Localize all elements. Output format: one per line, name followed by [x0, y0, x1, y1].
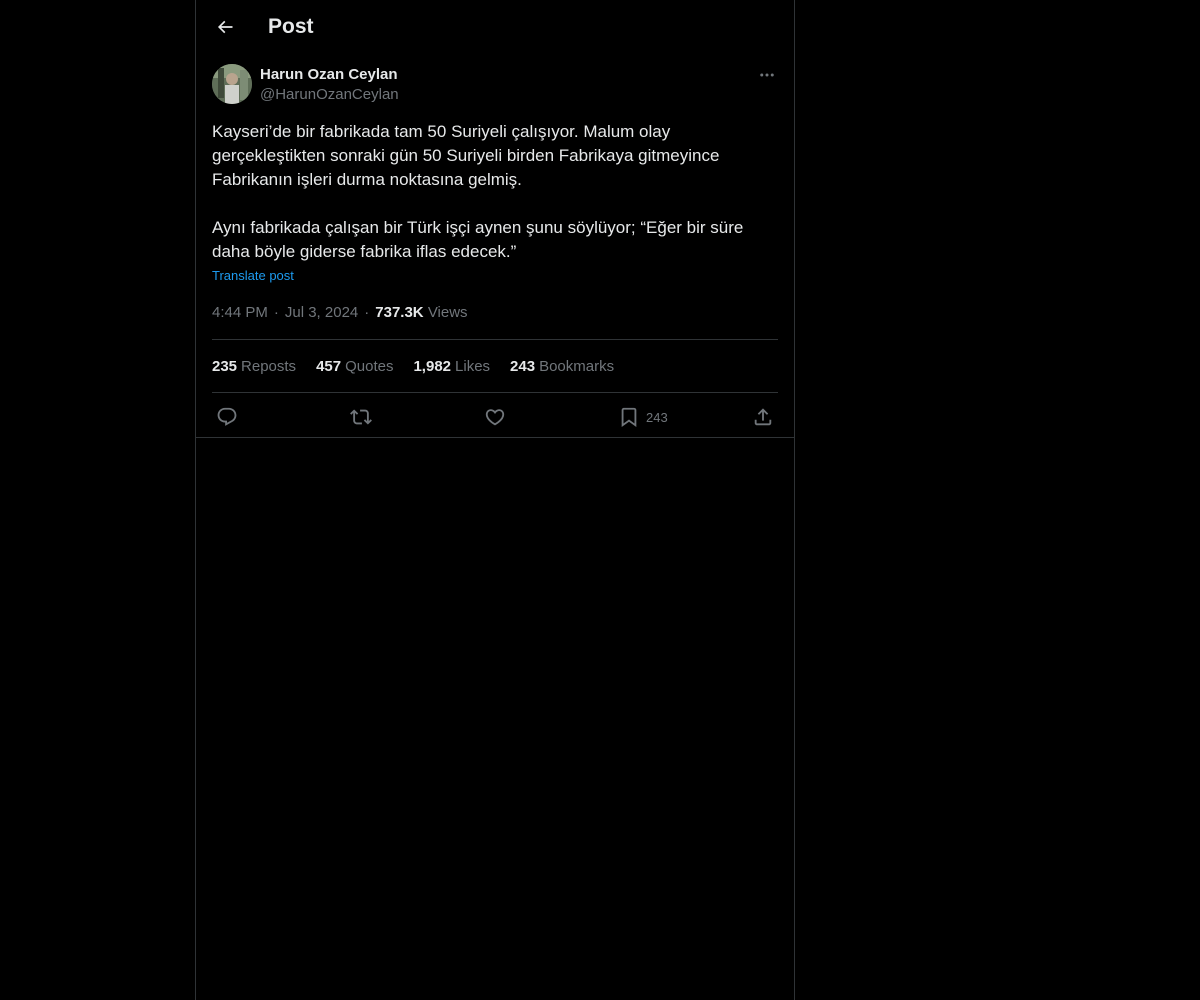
reposts-count: 235: [212, 357, 238, 375]
views-label: Views: [427, 304, 468, 321]
back-arrow-icon: [215, 17, 235, 37]
reply-icon: [216, 406, 238, 428]
repost-icon: [350, 406, 372, 428]
likes-stat[interactable]: [413, 358, 490, 375]
bookmark-button[interactable]: [618, 405, 668, 429]
author-handle[interactable]: @HarunOzanCeylan: [260, 86, 399, 103]
post-date[interactable]: Jul 3, 2024: [284, 304, 359, 321]
post-meta: [212, 303, 778, 340]
meta-separator: ·: [364, 304, 370, 321]
like-button[interactable]: [484, 405, 506, 429]
post-detail: [212, 64, 778, 440]
avatar[interactable]: [212, 64, 252, 104]
share-icon: [752, 406, 774, 428]
page-title: Post: [268, 15, 314, 38]
more-options-button[interactable]: [756, 64, 778, 86]
engagement-stats: [212, 340, 778, 393]
author-row: [212, 64, 778, 108]
avatar-image: [212, 64, 252, 104]
reposts-stat[interactable]: [212, 358, 296, 375]
quotes-label: Quotes: [345, 357, 394, 375]
post-bottom-divider: [196, 437, 794, 438]
meta-separator: ·: [273, 304, 279, 321]
reposts-label: Reposts: [241, 357, 297, 375]
views-count: 737.3K: [375, 304, 424, 321]
heart-icon: [484, 406, 506, 428]
quotes-stat[interactable]: [316, 358, 393, 375]
share-button[interactable]: [752, 405, 774, 429]
quotes-count: 457: [316, 357, 342, 375]
bookmarks-count: 243: [510, 357, 536, 375]
translate-post-link[interactable]: Translate post: [212, 268, 294, 283]
author-name[interactable]: Harun Ozan Ceylan: [260, 66, 398, 83]
post-text: Kayseri’de bir fabrikada tam 50 Suriyeli çalışıyor. Malum olay gerçekleştikten sonraki gün 50 Suriyeli birden Fabrikaya gitmeyince Fabrikanın işleri durma noktasına gelmiş. Aynı fabrikada çalışan bir Türk işçi aynen şunu söylüyor; “Eğer bir süre daha böyle giderse fabrika iflas edecek.”: [212, 122, 744, 261]
page-header: [196, 0, 794, 53]
reply-button[interactable]: [216, 405, 238, 429]
back-button[interactable]: [208, 10, 242, 44]
bookmarks-label: Bookmarks: [539, 357, 615, 375]
main-column: [195, 0, 795, 1000]
bookmark-icon: [618, 406, 640, 428]
bookmark-count: 243: [646, 409, 668, 425]
repost-button[interactable]: [350, 405, 372, 429]
post-time[interactable]: 4:44 PM: [212, 304, 268, 321]
likes-label: Likes: [455, 357, 491, 375]
more-dots-icon: [758, 66, 776, 84]
likes-count: 1,982: [413, 357, 452, 375]
bookmarks-stat[interactable]: [510, 358, 614, 375]
action-bar: [212, 393, 778, 440]
